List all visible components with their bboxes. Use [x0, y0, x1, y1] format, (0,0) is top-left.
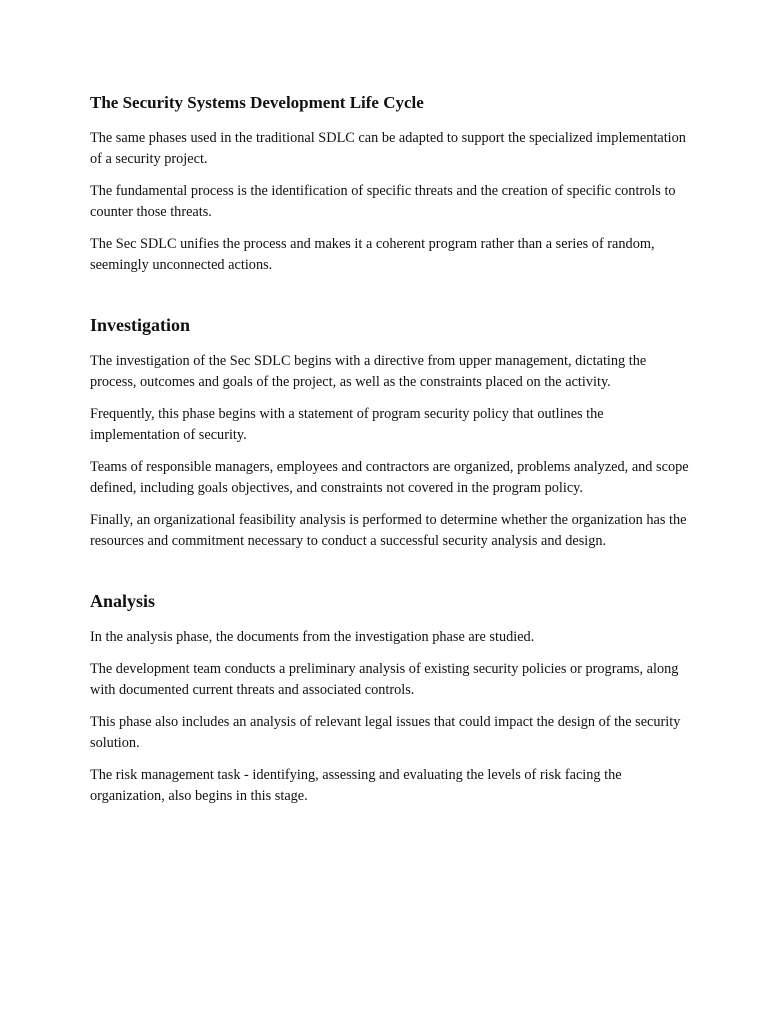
paragraph: The development team conducts a preliminary analysis of existing security policies or programs, along with documented current threats and associated controls. — [90, 661, 679, 698]
paragraph: The investigation of the Sec SDLC begins with a directive from upper management, dictating the process, outcomes and goals of the project, as well as the constraints placed on the activity. — [90, 353, 647, 390]
paragraph: Frequently, this phase begins with a statement of program security policy that outlines the implementation of security. — [90, 406, 604, 443]
section-investigation — [90, 312, 690, 552]
section-heading-analysis: Analysis — [90, 591, 156, 611]
paragraph: The risk management task - identifying, assessing and evaluating the levels of risk facing the organization, also begins in this stage. — [90, 767, 622, 804]
section-sec-sdlc — [90, 91, 690, 276]
paragraph: The same phases used in the traditional SDLC can be adapted to support the specialized implementation of a security project. — [90, 130, 686, 167]
paragraph: Teams of responsible managers, employees and contractors are organized, problems analyzed, and scope defined, including goals objectives, and constraints not covered in the program policy. — [90, 459, 689, 496]
section-analysis — [90, 588, 690, 807]
paragraph: The fundamental process is the identification of specific threats and the creation of specific controls to counter those threats. — [90, 183, 676, 220]
document-title: The Security Systems Development Life Cycle — [90, 93, 424, 112]
document-page — [90, 91, 690, 818]
paragraph: This phase also includes an analysis of relevant legal issues that could impact the design of the security solution. — [90, 714, 681, 751]
paragraph: Finally, an organizational feasibility analysis is performed to determine whether the organization has the resources and commitment necessary to conduct a successful security analysis and design. — [90, 512, 687, 549]
section-heading-investigation: Investigation — [90, 315, 191, 335]
paragraph: The Sec SDLC unifies the process and makes it a coherent program rather than a series of random, seemingly unconnected actions. — [90, 236, 655, 273]
paragraph: In the analysis phase, the documents from the investigation phase are studied. — [90, 629, 535, 645]
